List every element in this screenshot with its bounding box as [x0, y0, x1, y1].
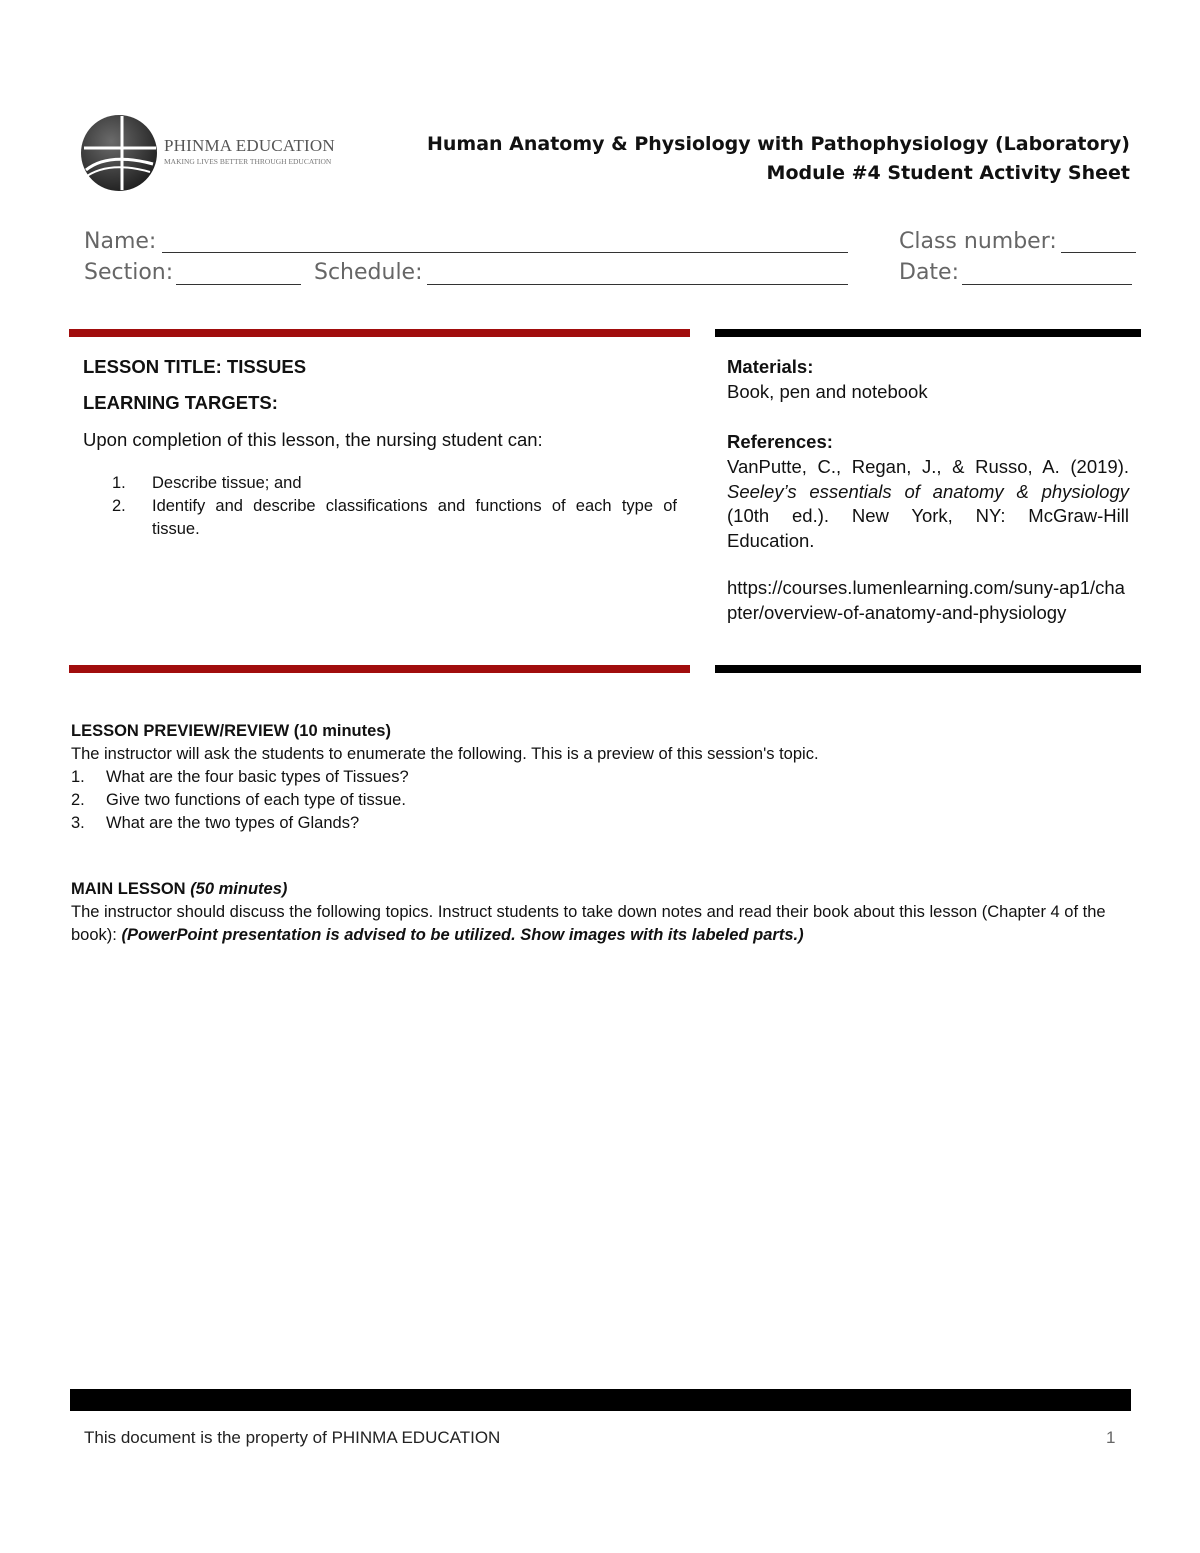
- list-text: Identify and describe classifications and functions of each type of tissue.: [152, 497, 677, 538]
- list-item: [112, 495, 677, 541]
- date-line[interactable]: [962, 284, 1132, 285]
- materials-box-bottom-bar: [715, 665, 1141, 673]
- class-number-line[interactable]: [1061, 252, 1136, 253]
- reference-citation: [727, 455, 1129, 553]
- main-lesson-time: (50 minutes): [190, 880, 288, 898]
- schedule-line[interactable]: [427, 284, 848, 285]
- list-text: What are the two types of Glands?: [106, 814, 360, 832]
- course-title: Human Anatomy & Physiology with Pathophysiology (Laboratory): [426, 133, 1130, 155]
- name-line[interactable]: [162, 252, 848, 253]
- phinma-globe-icon: [78, 112, 160, 194]
- list-item: [71, 812, 1131, 835]
- lesson-preview-heading: LESSON PREVIEW/REVIEW (10 minutes): [71, 722, 391, 740]
- schedule-label: Schedule:: [314, 260, 423, 285]
- phinma-logo: [78, 112, 338, 194]
- main-lesson-section: [71, 878, 1131, 947]
- list-text: Give two functions of each type of tissue.: [106, 791, 406, 809]
- date-label: Date:: [899, 260, 959, 285]
- materials-value: Book, pen and notebook: [727, 381, 928, 402]
- main-lesson-instructions: The instructor should discuss the following topics. Instruct students to take down notes and read their book about this lesson (Chapter 4 of the book):: [71, 903, 1106, 944]
- name-label: Name:: [84, 229, 157, 254]
- lesson-preview-intro: The instructor will ask the students to enumerate the following. This is a preview of this session's topic.: [71, 745, 819, 763]
- class-number-label: Class number:: [899, 229, 1057, 254]
- lesson-preview-section: [71, 720, 1131, 835]
- main-lesson-body: [71, 901, 1131, 947]
- citation-title: Seeley’s essentials of anatomy & physiology: [727, 480, 1129, 502]
- list-text: Describe tissue; and: [152, 474, 302, 492]
- citation-authors: VanPutte, C., Regan, J., & Russo, A. (2019).: [727, 456, 1129, 477]
- main-lesson-heading-text: MAIN LESSON: [71, 880, 191, 898]
- list-number: 2.: [71, 791, 85, 809]
- list-number: 3.: [71, 814, 85, 832]
- section-label: Section:: [84, 260, 174, 285]
- list-item: [71, 766, 1131, 789]
- logo-name: PHINMA EDUCATION: [164, 136, 335, 155]
- section-line[interactable]: [176, 284, 301, 285]
- preview-questions-list: [71, 766, 1131, 835]
- list-number: 1.: [71, 768, 85, 786]
- lesson-title: LESSON TITLE: TISSUES: [83, 356, 307, 377]
- page-number: 1: [1106, 1428, 1116, 1447]
- list-number: 1.: [112, 474, 126, 492]
- logo-tagline: MAKING LIVES BETTER THROUGH EDUCATION: [164, 157, 332, 166]
- materials-box-top-bar: [715, 329, 1141, 337]
- list-text: What are the four basic types of Tissues?: [106, 768, 409, 786]
- main-lesson-note: (PowerPoint presentation is advised to be utilized. Show images with its labeled parts.): [121, 926, 804, 944]
- list-item: [112, 472, 677, 495]
- references-heading: References:: [727, 431, 833, 452]
- learning-targets-intro: Upon completion of this lesson, the nursing student can:: [83, 429, 543, 450]
- list-number: 2.: [112, 497, 126, 515]
- learning-targets-list: [112, 472, 677, 541]
- lesson-box-bottom-bar: [69, 665, 690, 673]
- module-title: Module #4 Student Activity Sheet: [766, 162, 1130, 184]
- footer-text: This document is the property of PHINMA EDUCATION: [84, 1428, 501, 1447]
- learning-targets-heading: LEARNING TARGETS:: [83, 392, 278, 413]
- materials-heading: Materials:: [727, 356, 814, 377]
- reference-url[interactable]: https://courses.lumenlearning.com/suny-ap1/chapter/overview-of-anatomy-and-physiology: [727, 577, 1125, 623]
- citation-publisher: (10th ed.). New York, NY: McGraw-Hill Education.: [727, 505, 1129, 551]
- footer-bar: [70, 1389, 1131, 1411]
- list-item: [71, 789, 1131, 812]
- lesson-box-top-bar: [69, 329, 690, 337]
- main-lesson-heading: [71, 878, 1131, 901]
